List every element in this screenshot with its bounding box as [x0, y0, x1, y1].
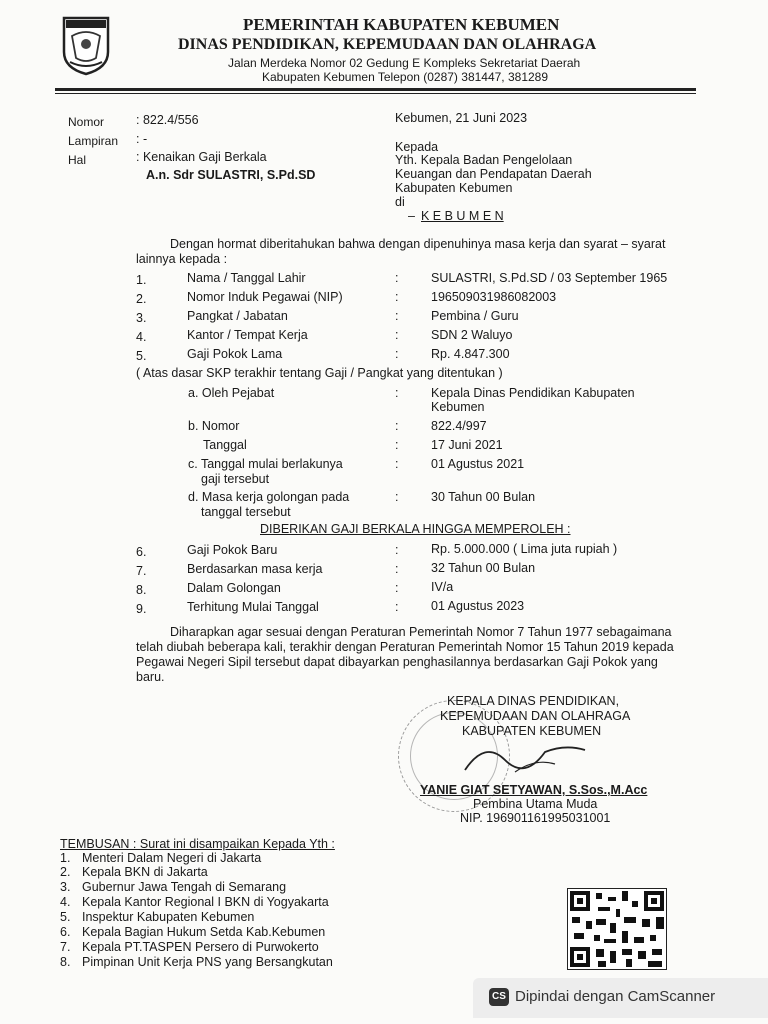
tembusan-num-4: 4.	[60, 895, 71, 909]
intro-line1: Dengan hormat diberitahukan bahwa dengan dipenuhinya masa kerja dan syarat – syarat	[170, 237, 666, 251]
item-3-label: Pangkat / Jabatan	[187, 309, 288, 323]
item-1-colon: :	[395, 271, 399, 285]
item-4-num: 4.	[136, 330, 147, 344]
sub-d-colon: :	[395, 490, 399, 504]
item-6-value: Rp. 5.000.000 ( Lima juta rupiah )	[431, 542, 618, 556]
item-2-value: 196509031986082003	[431, 290, 557, 304]
tembusan-num-3: 3.	[60, 880, 71, 894]
tembusan-num-6: 6.	[60, 925, 71, 939]
intro-line2: lainnya kepada :	[136, 252, 228, 266]
letterhead-phone: Kabupaten Kebumen Telepon (0287) 381447, 381289	[262, 70, 549, 84]
nomor-label: Nomor	[68, 115, 105, 129]
item-8-colon: :	[395, 581, 399, 595]
item-1-label: Nama / Tanggal Lahir	[187, 271, 306, 285]
kebumen-crest-logo	[60, 14, 112, 76]
sub-a-value2: Kebumen	[431, 400, 485, 414]
tembusan-num-2: 2.	[60, 865, 71, 879]
sub-b-label: b. Nomor	[188, 419, 240, 433]
camscanner-logo-icon: CS	[489, 988, 509, 1006]
item-9-value: 01 Agustus 2023	[431, 599, 525, 613]
hal-value: : Kenaikan Gaji Berkala	[136, 150, 267, 164]
closing-line2: telah diubah beberapa kali, terakhir dengan Peraturan Pemerintah Nomor 15 Tahun 2019 kepada	[136, 640, 674, 654]
tembusan-num-5: 5.	[60, 910, 71, 924]
item-9-colon: :	[395, 600, 399, 614]
item-4-colon: :	[395, 328, 399, 342]
sign-title2: KEPEMUDAAN DAN OLAHRAGA	[440, 709, 631, 723]
item-7-colon: :	[395, 562, 399, 576]
item-6-colon: :	[395, 543, 399, 557]
sub-d-label1: d. Masa kerja golongan pada	[188, 490, 350, 504]
recipient-line1: Yth. Kepala Badan Pengelolaan	[395, 153, 573, 167]
lampiran-value: : -	[136, 132, 148, 146]
item-7-value: 32 Tahun 00 Bulan	[431, 561, 536, 575]
tembusan-item-3: Gubernur Jawa Tengah di Semarang	[82, 880, 287, 894]
closing-line4: baru.	[136, 670, 165, 684]
item-2-num: 2.	[136, 292, 147, 306]
tembusan-heading: TEMBUSAN : Surat ini disampaikan Kepada Yth :	[60, 837, 335, 851]
kepada-label: Kepada	[395, 140, 439, 154]
letterhead-address: Jalan Merdeka Nomor 02 Gedung E Kompleks Sekretariat Daerah	[228, 56, 581, 70]
letterhead-rule-thin	[55, 93, 696, 94]
tembusan-item-7: Kepala PT.TASPEN Persero di Purwokerto	[82, 940, 319, 954]
item-6-label: Gaji Pokok Baru	[187, 543, 278, 557]
sub-a-colon: :	[395, 386, 399, 400]
sub-tanggal-value: 17 Juni 2021	[431, 438, 503, 452]
item-9-label: Terhitung Mulai Tanggal	[187, 600, 319, 614]
item-3-colon: :	[395, 309, 399, 323]
closing-line3: Pegawai Negeri Sipil tersebut dapat dibayarkan penghasilannya berdasarkan Gaji Pokok yang	[136, 655, 658, 669]
item-7-num: 7.	[136, 564, 147, 578]
item-1-value: SULASTRI, S.Pd.SD / 03 September 1965	[431, 271, 668, 285]
item-2-label: Nomor Induk Pegawai (NIP)	[187, 290, 343, 304]
sign-title3: KABUPATEN KEBUMEN	[462, 724, 602, 738]
item-4-value: SDN 2 Waluyo	[431, 328, 513, 342]
tembusan-item-8: Pimpinan Unit Kerja PNS yang Bersangkutan	[82, 955, 333, 969]
item-9-num: 9.	[136, 602, 147, 616]
nomor-value: : 822.4/556	[136, 113, 199, 127]
item-6-num: 6.	[136, 545, 147, 559]
sign-title1: KEPALA DINAS PENDIDIKAN,	[447, 694, 620, 708]
tembusan-item-5: Inspektur Kabupaten Kebumen	[82, 910, 255, 924]
tembusan-item-4: Kepala Kantor Regional I BKN di Yogyakarta	[82, 895, 329, 909]
sub-c-value: 01 Agustus 2021	[431, 457, 525, 471]
item-7-label: Berdasarkan masa kerja	[187, 562, 323, 576]
recipient-di: di	[395, 195, 405, 209]
sub-d-label2: tanggal tersebut	[201, 505, 291, 519]
closing-line1: Diharapkan agar sesuai dengan Peraturan Pemerintah Nomor 7 Tahun 1977 sebagaimana	[170, 625, 672, 639]
sign-nip: NIP. 196901161995031001	[460, 811, 611, 825]
tembusan-num-8: 8.	[60, 955, 71, 969]
skp-note: ( Atas dasar SKP terakhir tentang Gaji / Pangkat yang ditentukan )	[136, 366, 503, 380]
item-5-num: 5.	[136, 349, 147, 363]
camscanner-watermark	[473, 978, 768, 1018]
recipient-line3: Kabupaten Kebumen	[395, 181, 513, 195]
recipient-city: K E B U M E N	[421, 209, 504, 223]
qr-code	[567, 888, 667, 970]
handwritten-signature	[455, 730, 595, 790]
sub-c-colon: :	[395, 457, 399, 471]
item-4-label: Kantor / Tempat Kerja	[187, 328, 308, 342]
letterhead-line2: DINAS PENDIDIKAN, KEPEMUDAAN DAN OLAHRAGA	[178, 36, 597, 53]
recipient-city-dash: –	[408, 209, 415, 223]
tembusan-num-7: 7.	[60, 940, 71, 954]
item-5-label: Gaji Pokok Lama	[187, 347, 283, 361]
sub-c-label2: gaji tersebut	[201, 472, 270, 486]
sub-b-colon: :	[395, 419, 399, 433]
recipient-line2: Keuangan dan Pendapatan Daerah	[395, 167, 592, 181]
sub-a-label: a. Oleh Pejabat	[188, 386, 275, 400]
lampiran-label: Lampiran	[68, 134, 119, 148]
tembusan-item-6: Kepala Bagian Hukum Setda Kab.Kebumen	[82, 925, 326, 939]
tembusan-item-1: Menteri Dalam Negeri di Jakarta	[82, 851, 262, 865]
tembusan-num-1: 1.	[60, 851, 71, 865]
letterhead-line1: PEMERINTAH KABUPATEN KEBUMEN	[243, 15, 560, 34]
subject-an: A.n. Sdr SULASTRI, S.Pd.SD	[146, 168, 316, 182]
item-8-label: Dalam Golongan	[187, 581, 281, 595]
camscanner-text: Dipindai dengan CamScanner	[515, 988, 716, 1005]
sub-b-value: 822.4/997	[431, 419, 487, 433]
item-8-num: 8.	[136, 583, 147, 597]
sub-d-value: 30 Tahun 00 Bulan	[431, 490, 536, 504]
item-1-num: 1.	[136, 273, 147, 287]
hal-label: Hal	[68, 153, 87, 167]
item-5-colon: :	[395, 347, 399, 361]
sub-tanggal-colon: :	[395, 438, 399, 452]
sub-tanggal-label: Tanggal	[203, 438, 247, 452]
sub-a-value1: Kepala Dinas Pendidikan Kabupaten	[431, 386, 635, 400]
sub-c-label1: c. Tanggal mulai berlakunya	[188, 457, 343, 471]
given-heading: DIBERIKAN GAJI BERKALA HINGGA MEMPEROLEH :	[260, 522, 571, 536]
sign-rank: Pembina Utama Muda	[473, 797, 598, 811]
item-3-num: 3.	[136, 311, 147, 325]
tembusan-item-2: Kepala BKN di Jakarta	[82, 865, 208, 879]
letterhead-rule-thick	[55, 88, 696, 91]
item-2-colon: :	[395, 290, 399, 304]
item-3-value: Pembina / Guru	[431, 309, 519, 323]
sign-name: YANIE GIAT SETYAWAN, S.Sos.,M.Acc	[420, 783, 648, 797]
item-8-value: IV/a	[431, 580, 454, 594]
item-5-value: Rp. 4.847.300	[431, 347, 510, 361]
letter-date: Kebumen, 21 Juni 2023	[395, 111, 528, 125]
